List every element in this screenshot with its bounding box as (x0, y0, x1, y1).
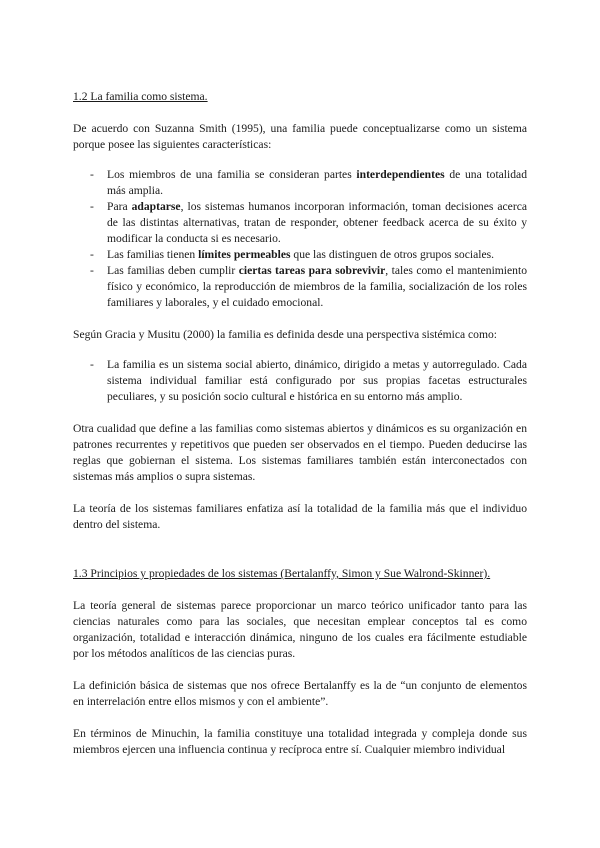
list-item: - La familia es un sistema social abierto, dinámico, dirigido a metas y autorregulado. Cada sistema individual familiar está configurado por sus propias facetas estructurales peculiares, y su posición socio cultural e histórica en su entorno más amplio. (73, 357, 527, 405)
section-heading-1-3: 1.3 Principios y propiedades de los sistemas (Bertalanffy, Simon y Sue Walrond-Skinner). (73, 567, 491, 580)
intro-paragraph: De acuerdo con Suzanna Smith (1995), una familia puede conceptualizarse como un sistema porque posee las siguientes características: (73, 122, 527, 151)
list-item: - Para adaptarse, los sistemas humanos incorporan información, toman decisiones acerca de las distintas alternativas, tratan de responder, obtener feedback acerca de su éxito y modificar la conducta si es necesario. (73, 199, 527, 247)
definition-paragraph: La definición básica de sistemas que nos ofrece Bertalanffy es la de “un conjunto de elementos en interrelación entre ellos mismos y con el ambiente”. (73, 679, 527, 708)
general-systems-paragraph: La teoría general de sistemas parece proporcionar un marco teórico unificador tanto para las ciencias naturales como para las sociales, que necesitan emplear conceptos tal es como organización, totalidad e interacción dinámica, ninguno de los cuales era fácilmente estudiable por los métodos analíticos de las ciencias puras. (73, 599, 527, 660)
gracia-intro-paragraph: Según Gracia y Musitu (2000) la familia es definida desde una perspectiva sistémica como: (73, 328, 498, 341)
section-heading-1-2: 1.2 La familia como sistema. (73, 90, 208, 103)
minuchin-paragraph: En términos de Minuchin, la familia constituye una totalidad integrada y compleja donde sus miembros ejercen una influencia continua y recíproca entre sí. Cualquier miembro individual (73, 727, 527, 756)
definition-list (73, 357, 527, 405)
list-item: - Las familias tienen límites permeables que las distinguen de otros grupos sociales. (73, 247, 527, 263)
list-item: - Los miembros de una familia se consideran partes interdependientes de una totalidad más amplia. (73, 167, 527, 199)
characteristics-list (73, 167, 527, 311)
family-theory-paragraph: La teoría de los sistemas familiares enfatiza así la totalidad de la familia más que el individuo dentro del sistema. (73, 502, 527, 531)
list-item: - Las familias deben cumplir ciertas tareas para sobrevivir, tales como el mantenimiento físico y económico, la reproducción de miembros de la familia, socialización de los roles familiares y laborales, y el cuidado emocional. (73, 263, 527, 311)
open-systems-paragraph: Otra cualidad que define a las familias como sistemas abiertos y dinámicos es su organización en patrones recurrentes y repetitivos que pueden ser observados en el tiempo. Pueden deducirse las reglas que gobiernan el sistema. Los sistemas familiares también están interconectados con sistemas más amplios o supra sistemas. (73, 422, 527, 483)
